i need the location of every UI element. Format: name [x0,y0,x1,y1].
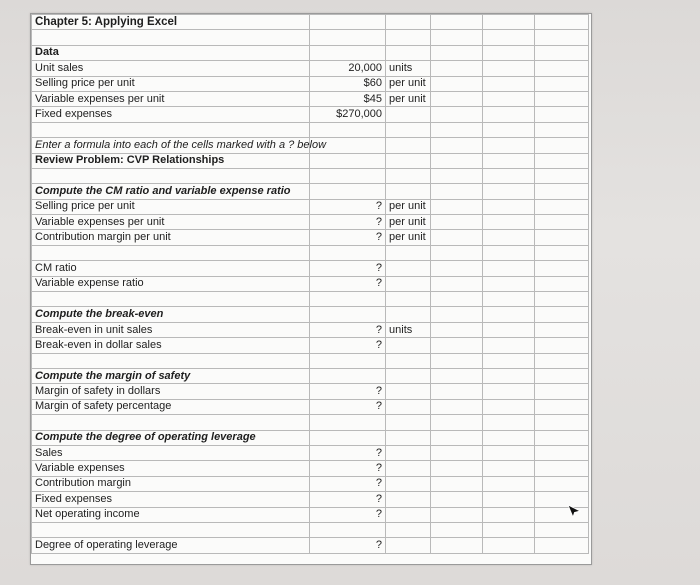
table-row [32,384,589,399]
table-row [32,76,589,91]
formula-cell[interactable]: ? [310,399,386,414]
row-label[interactable]: Variable expenses per unit [32,215,310,230]
row-label[interactable]: CM ratio [32,261,310,276]
row-label[interactable]: Selling price per unit [32,76,310,91]
safety-heading[interactable]: Compute the margin of safety [32,368,310,383]
row-label[interactable]: Contribution margin [32,476,310,491]
formula-cell[interactable]: ? [310,384,386,399]
review-title[interactable]: Review Problem: CVP Relationships [32,153,310,168]
value-cell[interactable]: $270,000 [310,107,386,122]
table-row [32,91,589,106]
row-label[interactable]: Sales [32,445,310,460]
unit-cell[interactable]: units [386,61,431,76]
breakeven-heading[interactable]: Compute the break-even [32,307,310,322]
table-row [32,276,589,291]
formula-cell[interactable]: ? [310,199,386,214]
table-row [32,215,589,230]
table-row [32,445,589,460]
formula-cell[interactable]: ? [310,461,386,476]
formula-cell[interactable]: ? [310,445,386,460]
chapter-title[interactable]: Chapter 5: Applying Excel [32,15,310,30]
row-label[interactable]: Fixed expenses [32,492,310,507]
data-heading[interactable]: Data [32,45,310,60]
unit-cell[interactable]: per unit [386,76,431,91]
formula-cell[interactable]: ? [310,276,386,291]
spreadsheet [30,13,592,565]
formula-cell[interactable]: ? [310,215,386,230]
formula-cell[interactable]: ? [310,322,386,337]
unit-cell[interactable] [386,107,431,122]
row-label[interactable]: Net operating income [32,507,310,522]
unit-cell[interactable]: per unit [386,230,431,245]
table-row [32,492,589,507]
formula-cell[interactable]: ? [310,492,386,507]
table-row [32,199,589,214]
mouse-cursor-icon [566,504,582,520]
row-label[interactable]: Margin of safety percentage [32,399,310,414]
unit-cell[interactable]: per unit [386,91,431,106]
value-cell[interactable]: $45 [310,91,386,106]
value-cell[interactable]: 20,000 [310,61,386,76]
formula-cell[interactable]: ? [310,538,386,553]
row-label[interactable]: Selling price per unit [32,199,310,214]
cm-heading[interactable]: Compute the CM ratio and variable expense ratio [32,184,310,199]
formula-cell[interactable]: ? [310,261,386,276]
row-label[interactable]: Degree of operating leverage [32,538,310,553]
formula-cell[interactable]: ? [310,476,386,491]
row-label[interactable]: Fixed expenses [32,107,310,122]
unit-cell[interactable]: per unit [386,215,431,230]
table-row [32,322,589,337]
spreadsheet-grid [31,14,589,554]
table-row [32,107,589,122]
table-row [32,261,589,276]
row-label[interactable]: Variable expenses [32,461,310,476]
table-row [32,399,589,414]
row-label[interactable]: Break-even in dollar sales [32,338,310,353]
table-row [32,538,589,553]
row-label[interactable]: Margin of safety in dollars [32,384,310,399]
table-row [32,476,589,491]
row-label[interactable]: Variable expense ratio [32,276,310,291]
formula-cell[interactable]: ? [310,507,386,522]
row-label[interactable]: Unit sales [32,61,310,76]
row-label[interactable]: Variable expenses per unit [32,91,310,106]
instruction-text[interactable]: Enter a formula into each of the cells marked with a ? below [32,138,310,153]
row-label[interactable]: Break-even in unit sales [32,322,310,337]
table-row [32,461,589,476]
table-row [32,338,589,353]
table-row [32,230,589,245]
unit-cell[interactable]: per unit [386,199,431,214]
value-cell[interactable]: $60 [310,76,386,91]
leverage-heading[interactable]: Compute the degree of operating leverage [32,430,310,445]
table-row [32,61,589,76]
row-label[interactable]: Contribution margin per unit [32,230,310,245]
table-row [32,507,589,522]
unit-cell[interactable]: units [386,322,431,337]
formula-cell[interactable]: ? [310,230,386,245]
formula-cell[interactable]: ? [310,338,386,353]
